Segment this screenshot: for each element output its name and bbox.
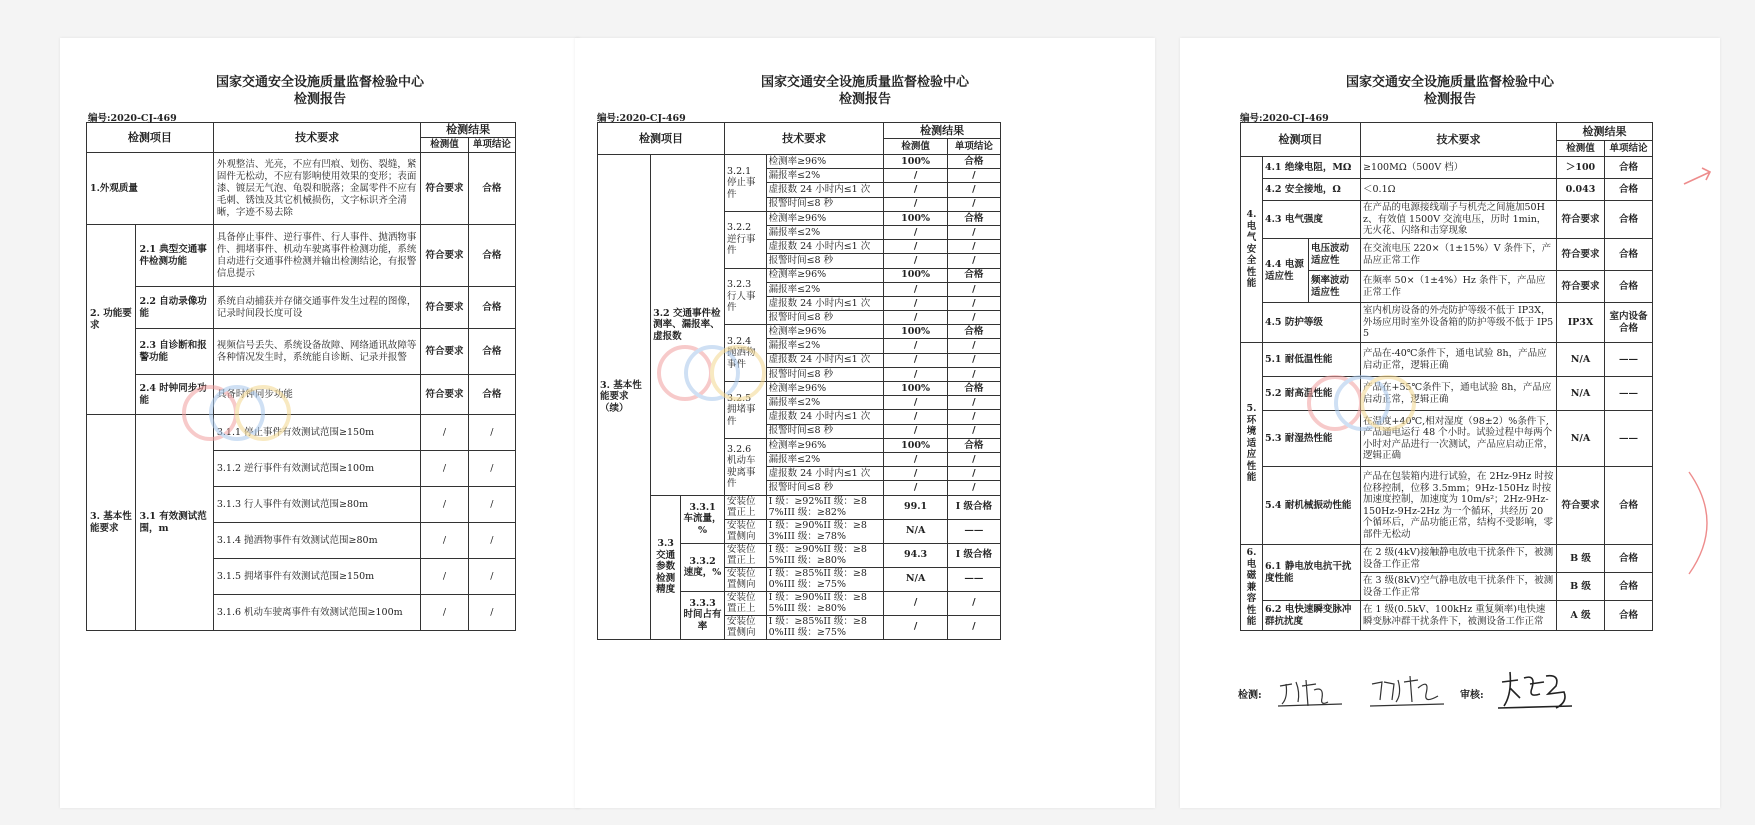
col-result: 检测结果: [421, 123, 516, 138]
result-value: 100%: [884, 268, 948, 282]
requirement-text: 虚报数 24 小时内≤1 次: [766, 240, 884, 254]
requirement-text: 虚报数 24 小时内≤1 次: [766, 296, 884, 310]
subgroup-label: 3.1 有效测试范围，m: [136, 415, 213, 631]
requirement-text: I 级：≥90%II 级：≥83%III 级：≥78%: [766, 519, 884, 543]
result-verdict: /: [947, 282, 1000, 296]
report-title: 检测报告: [1423, 92, 1476, 107]
result-verdict: 合格: [1605, 201, 1653, 239]
result-value: 符合要求: [1557, 467, 1605, 545]
report-code: 编号:2020-CJ-469: [88, 113, 177, 124]
requirement-text: 在 3 级(8kV)空气静电放电干扰条件下，被测设备工作正常: [1361, 573, 1557, 601]
col-req: 技术要求: [1361, 123, 1557, 157]
result-value: N/A: [1557, 343, 1605, 377]
result-value: /: [884, 183, 948, 197]
result-value: 符合要求: [421, 225, 468, 287]
result-verdict: /: [947, 615, 1000, 639]
requirement-text: I 级：≥85%II 级：≥80%III 级：≥75%: [766, 615, 884, 639]
result-value: 94.3: [884, 543, 948, 567]
result-value: /: [884, 467, 948, 481]
result-value: N/A: [884, 567, 948, 591]
position-label: 安装位置正上: [725, 591, 767, 615]
requirement-text: 报警时间≤8 秒: [766, 424, 884, 438]
item-label: 5.4 耐机械振动性能: [1263, 467, 1361, 545]
result-value: /: [421, 595, 468, 631]
item-label: 6.2 电快速瞬变脉冲群抗扰度: [1263, 601, 1361, 631]
result-value: /: [421, 559, 468, 595]
requirement-text: 3.1.5 拥堵事件有效测试范围≥150m: [213, 559, 421, 595]
item-label: 2.3 自诊断和报警功能: [136, 329, 213, 375]
result-value: /: [884, 615, 948, 639]
item-label: 1.外观质量: [87, 153, 214, 225]
result-value: IP3X: [1557, 303, 1605, 343]
result-verdict: /: [468, 415, 515, 451]
result-verdict: 合格: [1605, 179, 1653, 201]
col-value: 检测值: [421, 138, 468, 153]
result-value: ＞100: [1557, 157, 1605, 179]
reviewer-signature-icon: [1496, 668, 1576, 712]
requirement-text: ≥100MΩ（500V 档）: [1361, 157, 1557, 179]
requirement-text: 产品在-40℃条件下，通电试验 8h，产品应启动正常，逻辑正确: [1361, 343, 1557, 377]
report-org: 国家交通安全设施质量监督检验中心: [1345, 75, 1554, 90]
result-value: B 级: [1557, 573, 1605, 601]
requirement-text: I 级：≥90%II 级：≥85%III 级：≥80%: [766, 591, 884, 615]
report-code: 编号:2020-CJ-469: [1240, 113, 1329, 124]
result-verdict: 合格: [1605, 239, 1653, 271]
report-org: 国家交通安全设施质量监督检验中心: [760, 75, 969, 90]
result-verdict: ——: [1605, 343, 1653, 377]
item-label: 3.2.1 停止事件: [725, 155, 767, 212]
result-verdict: 合格: [468, 375, 515, 415]
item-label: 3.3.1 车流量，%: [681, 495, 725, 543]
result-verdict: /: [947, 367, 1000, 381]
result-verdict: /: [468, 451, 515, 487]
requirement-text: 漏报率≤2%: [766, 169, 884, 183]
result-verdict: /: [947, 197, 1000, 211]
result-verdict: I 级合格: [947, 543, 1000, 567]
requirement-text: 漏报率≤2%: [766, 452, 884, 466]
requirement-text: 虚报数 24 小时内≤1 次: [766, 410, 884, 424]
requirement-text: I 级：≥85%II 级：≥80%III 级：≥75%: [766, 567, 884, 591]
position-label: 安装位置侧向: [725, 567, 767, 591]
item-label: 2.2 自动录像功能: [136, 287, 213, 329]
result-value: N/A: [884, 519, 948, 543]
requirement-text: I 级：≥92%II 级：≥87%III 级：≥82%: [766, 495, 884, 519]
result-verdict: 合格: [947, 382, 1000, 396]
requirement-text: 在 2 级(4kV)接触静电放电干扰条件下，被测设备工作正常: [1361, 545, 1557, 573]
result-value: 符合要求: [421, 287, 468, 329]
col-item: 检测项目: [87, 123, 214, 153]
result-verdict: 室内设备合格: [1605, 303, 1653, 343]
report-page-1: [60, 38, 580, 808]
result-verdict: /: [947, 481, 1000, 495]
requirement-text: 具备时钟同步功能: [213, 375, 421, 415]
result-value: 100%: [884, 155, 948, 169]
requirement-text: 在交流电压 220×（1±15%）V 条件下，产品应正常工作: [1361, 239, 1557, 271]
result-value: 0.043: [1557, 179, 1605, 201]
result-verdict: ——: [1605, 411, 1653, 467]
result-value: /: [884, 225, 948, 239]
item-label: 3.2.2 逆行事件: [725, 211, 767, 268]
position-label: 安装位置正上: [725, 543, 767, 567]
requirement-text: 报警时间≤8 秒: [766, 481, 884, 495]
group-label: 2. 功能要求: [87, 225, 136, 415]
requirement-text: 系统自动捕获并存储交通事件发生过程的图像，记录时间段长度可设: [213, 287, 421, 329]
col-verdict: 单项结论: [468, 138, 515, 153]
requirement-text: 产品在包装箱内进行试验，在 2Hz-9Hz 时按位移控制，位移 3.5mm；9Hz-150Hz 时按加速度控制，加速度为 10m/s²；2Hz-9Hz-150Hz-9Hz-2Hz 为一个循环，共经历 20 个循环后，产品功能正常，结构不受影响，零部件无松动: [1361, 467, 1557, 545]
requirement-text: 3.1.4 抛洒物事件有效测试范围≥80m: [213, 523, 421, 559]
result-value: /: [884, 296, 948, 310]
stamp-mark-icon: [1680, 158, 1720, 198]
result-verdict: 合格: [1605, 467, 1653, 545]
result-value: /: [884, 591, 948, 615]
result-value: /: [884, 282, 948, 296]
col-value: 检测值: [884, 139, 948, 155]
result-value: 符合要求: [421, 153, 468, 225]
result-value: N/A: [1557, 411, 1605, 467]
requirement-text: 报警时间≤8 秒: [766, 311, 884, 325]
requirement-text: 在产品的电源接线端子与机壳之间施加50Hz、有效值 1500V 交流电压，历时 1min，无火花、闪络和击穿现象: [1361, 201, 1557, 239]
result-value: 100%: [884, 382, 948, 396]
report-title: 检测报告: [838, 92, 891, 107]
requirement-text: 视频信号丢失、系统设备故障、网络通讯故障等各种情况发生时，系统能自诊断、记录并报警: [213, 329, 421, 375]
requirement-text: 报警时间≤8 秒: [766, 254, 884, 268]
requirement-text: ＜0.1Ω: [1361, 179, 1557, 201]
requirement-text: 室内机房设备的外壳防护等级不低于 IP3X，外场应用时室外设备箱的防护等级不低于 IP55: [1361, 303, 1557, 343]
result-value: /: [884, 339, 948, 353]
item-label: 3.2.4 抛洒物事件: [725, 325, 767, 382]
requirement-text: I 级：≥90%II 级：≥85%III 级：≥80%: [766, 543, 884, 567]
result-value: /: [421, 415, 468, 451]
position-label: 安装位置侧向: [725, 615, 767, 639]
item-label: 电压波动适应性: [1309, 239, 1361, 271]
requirement-text: 检测率≥96%: [766, 382, 884, 396]
requirement-text: 虚报数 24 小时内≤1 次: [766, 467, 884, 481]
col-verdict: 单项结论: [1605, 141, 1653, 157]
result-verdict: /: [468, 559, 515, 595]
requirement-text: 检测率≥96%: [766, 155, 884, 169]
col-item: 检测项目: [1241, 123, 1361, 157]
result-value: /: [884, 367, 948, 381]
result-value: /: [884, 311, 948, 325]
position-label: 安装位置正上: [725, 495, 767, 519]
result-value: 100%: [884, 325, 948, 339]
requirement-text: 在温度+40℃,相对湿度（98±2）%条件下,产品通电运行 48 个小时。试验过程中每两个小时对产品进行一次测试，产品应启动正常，逻辑正确: [1361, 411, 1557, 467]
requirement-text: 在 1 级(0.5kV、100kHz 重复频率)电快速瞬变脉冲群干扰条件下，被测设备工作正常: [1361, 601, 1557, 631]
result-verdict: I 级合格: [947, 495, 1000, 519]
result-verdict: /: [947, 396, 1000, 410]
item-label: 4.1 绝缘电阻，MΩ: [1263, 157, 1361, 179]
result-verdict: /: [947, 296, 1000, 310]
result-value: 符合要求: [1557, 201, 1605, 239]
requirement-text: 3.1.1 停止事件有效测试范围≥150m: [213, 415, 421, 451]
result-value: /: [884, 481, 948, 495]
stamp-arc-icon: [1685, 468, 1720, 578]
result-value: 100%: [884, 438, 948, 452]
result-value: /: [421, 487, 468, 523]
item-label: 3.2.3 行人事件: [725, 268, 767, 325]
requirement-text: 漏报率≤2%: [766, 396, 884, 410]
reviewer-label: 审核:: [1460, 690, 1484, 701]
requirement-text: 报警时间≤8 秒: [766, 197, 884, 211]
result-verdict: /: [947, 225, 1000, 239]
col-result: 检测结果: [884, 123, 1001, 139]
result-value: /: [884, 424, 948, 438]
result-verdict: 合格: [1605, 601, 1653, 631]
signature-area: [1238, 676, 1698, 716]
requirement-text: 报警时间≤8 秒: [766, 367, 884, 381]
result-value: /: [421, 523, 468, 559]
item-label: 3.2.6 机动车驶离事件: [725, 438, 767, 495]
result-value: 99.1: [884, 495, 948, 519]
group-label: 6. 电磁兼容性能: [1241, 545, 1263, 631]
result-verdict: 合格: [947, 325, 1000, 339]
subgroup-label: 3.3 交通参数检测精度: [651, 495, 681, 639]
report-table-page-1: [86, 122, 516, 631]
requirement-text: 检测率≥96%: [766, 268, 884, 282]
group-label: 5. 环境适应性能: [1241, 343, 1263, 545]
result-verdict: 合格: [468, 153, 515, 225]
result-verdict: 合格: [468, 329, 515, 375]
result-value: /: [884, 197, 948, 211]
requirement-text: 虚报数 24 小时内≤1 次: [766, 353, 884, 367]
item-label: 2.4 时钟同步功能: [136, 375, 213, 415]
result-value: /: [884, 254, 948, 268]
item-label: 2.1 典型交通事件检测功能: [136, 225, 213, 287]
requirement-text: 产品在+55℃条件下，通电试验 8h，产品应启动正常，逻辑正确: [1361, 377, 1557, 411]
item-label: 5.2 耐高温性能: [1263, 377, 1361, 411]
requirement-text: 3.1.2 逆行事件有效测试范围≥100m: [213, 451, 421, 487]
col-req: 技术要求: [725, 123, 884, 155]
group-label: 3. 基本性能要求: [87, 415, 136, 631]
group-label: 4. 电气安全性能: [1241, 157, 1263, 343]
col-verdict: 单项结论: [947, 139, 1000, 155]
result-value: A 级: [1557, 601, 1605, 631]
requirement-text: 外观整洁、光亮，不应有凹痕、划伤、裂缝，紧固件无松动，不应有影响使用效果的变形；表面漆、镀层无气泡、龟裂和脱落；金属零件不应有毛刺、锈蚀及其它机械损伤，文字标识齐全清晰，字迹不易去除: [213, 153, 421, 225]
report-table-page-2: [597, 122, 1001, 640]
report-page-2: [575, 38, 1155, 808]
result-value: 符合要求: [1557, 271, 1605, 303]
result-verdict: /: [947, 339, 1000, 353]
result-value: /: [884, 169, 948, 183]
item-label: 4.3 电气强度: [1263, 201, 1361, 239]
result-value: /: [884, 410, 948, 424]
requirement-text: 虚报数 24 小时内≤1 次: [766, 183, 884, 197]
result-value: /: [884, 396, 948, 410]
report-title: 检测报告: [293, 92, 346, 107]
result-verdict: /: [947, 183, 1000, 197]
result-verdict: 合格: [1605, 157, 1653, 179]
item-label: 3.3.3 时间占有率: [681, 591, 725, 639]
tester-label: 检测:: [1238, 690, 1262, 701]
result-verdict: 合格: [947, 211, 1000, 225]
result-verdict: /: [947, 467, 1000, 481]
requirement-text: 具备停止事件、逆行事件、行人事件、抛洒物事件、拥堵事件、机动车驶离事件检测功能，系统自动进行交通事件检测并输出检测结论，有报警信息提示: [213, 225, 421, 287]
result-verdict: 合格: [947, 438, 1000, 452]
tester-signature-2-icon: [1368, 672, 1448, 710]
group-label: 3. 基本性能要求（续）: [598, 155, 651, 640]
requirement-text: 检测率≥96%: [766, 211, 884, 225]
requirement-text: 漏报率≤2%: [766, 282, 884, 296]
result-value: 符合要求: [1557, 239, 1605, 271]
result-verdict: 合格: [1605, 545, 1653, 573]
requirement-text: 检测率≥96%: [766, 325, 884, 339]
result-verdict: /: [947, 410, 1000, 424]
result-verdict: ——: [947, 519, 1000, 543]
result-verdict: 合格: [1605, 573, 1653, 601]
result-verdict: /: [947, 240, 1000, 254]
result-verdict: 合格: [468, 287, 515, 329]
result-value: /: [884, 452, 948, 466]
report-table-page-3: [1240, 122, 1653, 631]
result-verdict: 合格: [1605, 271, 1653, 303]
col-value: 检测值: [1557, 141, 1605, 157]
subgroup-label: 3.2 交通事件检测率、漏报率、虚报数: [651, 155, 725, 496]
requirement-text: 3.1.6 机动车驶离事件有效测试范围≥100m: [213, 595, 421, 631]
result-verdict: /: [947, 311, 1000, 325]
col-req: 技术要求: [213, 123, 421, 153]
col-item: 检测项目: [598, 123, 725, 155]
result-verdict: 合格: [468, 225, 515, 287]
result-value: 符合要求: [421, 375, 468, 415]
result-value: /: [884, 353, 948, 367]
result-verdict: /: [468, 595, 515, 631]
requirement-text: 漏报率≤2%: [766, 225, 884, 239]
item-label: 3.3.2 速度，%: [681, 543, 725, 591]
result-verdict: /: [947, 424, 1000, 438]
result-verdict: ——: [1605, 377, 1653, 411]
result-verdict: 合格: [947, 155, 1000, 169]
requirement-text: 漏报率≤2%: [766, 339, 884, 353]
result-verdict: /: [947, 169, 1000, 183]
result-value: /: [421, 451, 468, 487]
item-label: 6.1 静电放电抗干扰度性能: [1263, 545, 1361, 601]
report-code: 编号:2020-CJ-469: [597, 113, 686, 124]
result-value: 100%: [884, 211, 948, 225]
col-result: 检测结果: [1557, 123, 1653, 141]
item-label: 4.2 安全接地，Ω: [1263, 179, 1361, 201]
result-value: 符合要求: [421, 329, 468, 375]
report-org: 国家交通安全设施质量监督检验中心: [215, 75, 424, 90]
result-verdict: ——: [947, 567, 1000, 591]
position-label: 安装位置侧向: [725, 519, 767, 543]
requirement-text: 在频率 50×（1±4%）Hz 条件下，产品应正常工作: [1361, 271, 1557, 303]
result-verdict: /: [947, 254, 1000, 268]
result-value: N/A: [1557, 377, 1605, 411]
tester-signature-1-icon: [1276, 676, 1346, 710]
result-verdict: /: [947, 353, 1000, 367]
result-verdict: /: [468, 523, 515, 559]
item-label: 3.2.5 拥堵事件: [725, 382, 767, 439]
result-verdict: /: [468, 487, 515, 523]
item-label: 4.5 防护等级: [1263, 303, 1361, 343]
result-verdict: 合格: [947, 268, 1000, 282]
subgroup-label: 4.4 电源适应性: [1263, 239, 1309, 303]
requirement-text: 3.1.3 行人事件有效测试范围≥80m: [213, 487, 421, 523]
requirement-text: 检测率≥96%: [766, 438, 884, 452]
item-label: 5.3 耐湿热性能: [1263, 411, 1361, 467]
result-value: /: [884, 240, 948, 254]
item-label: 5.1 耐低温性能: [1263, 343, 1361, 377]
result-verdict: /: [947, 452, 1000, 466]
result-value: B 级: [1557, 545, 1605, 573]
item-label: 频率波动适应性: [1309, 271, 1361, 303]
result-verdict: /: [947, 591, 1000, 615]
